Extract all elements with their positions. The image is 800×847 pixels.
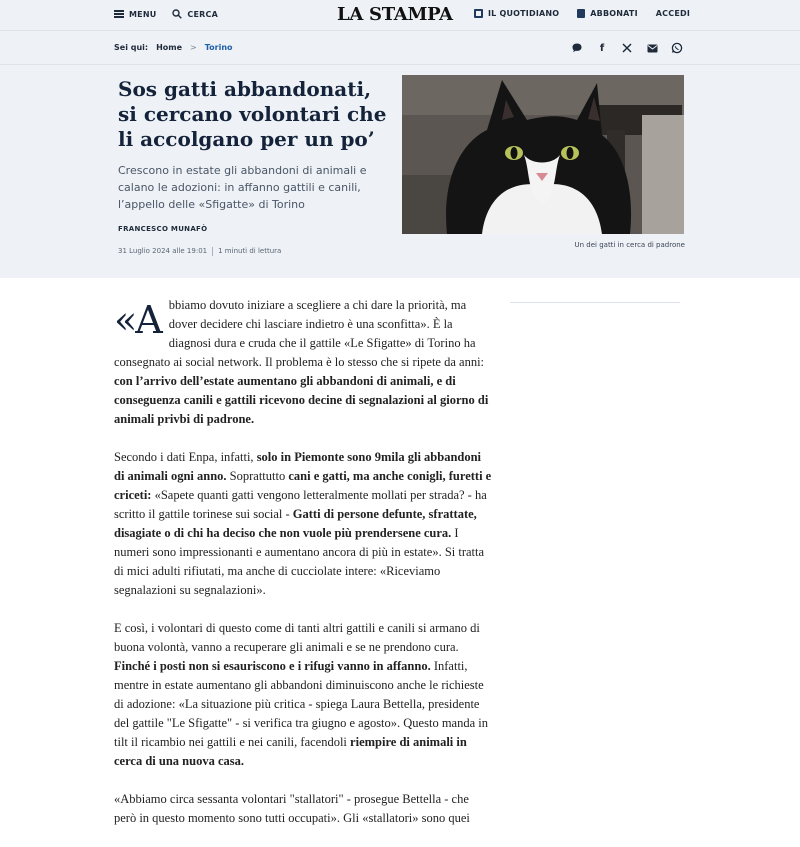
- menu-button[interactable]: [114, 10, 156, 19]
- article-subtitle: Crescono in estate gli abbandoni di animali e calano le adozioni: in affanno gattili e canili, l’appello delle «Sfigatte» di Torino: [118, 164, 367, 211]
- whatsapp-icon[interactable]: [670, 41, 684, 55]
- breadcrumb-bar: [0, 31, 800, 65]
- breadcrumb: [114, 43, 233, 52]
- subscribe-icon: [577, 9, 585, 18]
- breadcrumb-current-link[interactable]: Torino: [204, 43, 233, 52]
- paragraph-bold: con l’arrivo dell’estate aumentano gli abbandoni di animali, e di conseguenza canili e gattili ricevono decine di segnalazioni al giorno di animali privbi di padrone.: [114, 374, 489, 426]
- article-paragraph: [114, 296, 492, 429]
- reading-time: 1 minuti di lettura: [218, 247, 282, 255]
- paragraph-text: Infatti, mentre in estate aumentano gli abbandoni diminuiscono anche le richieste di adozione: «La situazione più critica - spiega Laura Bettella, presidente del gattile "Le Sfigatte" - si verifica tra giugno e agosto». Questo manda in tilt il ricambio nei gattili e nei canili, facendoli: [114, 659, 488, 749]
- search-button[interactable]: [172, 9, 218, 19]
- abbonati-label: ABBONATI: [590, 9, 638, 18]
- breadcrumb-home-link[interactable]: Home: [156, 43, 183, 52]
- x-icon[interactable]: [620, 41, 634, 55]
- article-paragraph: [114, 619, 492, 771]
- drop-cap: «A: [114, 298, 161, 342]
- header-left: [114, 9, 218, 19]
- search-label: CERCA: [187, 9, 218, 19]
- quotidiano-link[interactable]: [474, 9, 559, 18]
- photo-caption: Un dei gatti in cerca di padrone: [574, 241, 685, 249]
- accedi-label: ACCEDI: [655, 9, 690, 18]
- paragraph-text: Soprattutto: [226, 469, 289, 483]
- article-paragraph: [114, 448, 492, 600]
- mail-icon[interactable]: [645, 41, 659, 55]
- brand-logo[interactable]: LA STAMPA: [337, 4, 453, 25]
- paragraph-bold: Gatti di persone defunte, sfrattate, disagiate o di chi ha deciso che non vuole più prendersene cura.: [114, 507, 477, 540]
- hamburger-icon: [114, 10, 124, 18]
- comment-icon[interactable]: [570, 41, 584, 55]
- paragraph-text: E così, i volontari di questo come di tanti altri gattili e canili si armano di buona volontà, vanno a recuperare gli animali e se ne prendono cura.: [114, 621, 480, 654]
- paragraph-bold: Finché i posti non si esauriscono e i rifugi vanno in affanno.: [114, 659, 431, 673]
- paragraph-text: «Sapete quanti gatti vengono letteralmente mollati per strada? - ha scritto il gattile torinese sui social -: [114, 488, 487, 521]
- cat-image: [402, 75, 684, 234]
- sidebar-divider: [510, 302, 680, 303]
- article-author[interactable]: FRANCESCO MUNAFÒ: [118, 225, 208, 233]
- newspaper-icon: [474, 9, 483, 18]
- article-paragraph: «Abbiamo circa sessanta volontari "stallatori" - prosegue Bettella - che però in questo momento sono tutti occupati». Gli «stallatori» sono quei: [114, 792, 470, 825]
- article-body: [114, 296, 492, 847]
- abbonati-link[interactable]: [577, 9, 638, 18]
- article-meta: [118, 247, 281, 256]
- search-icon: [172, 9, 182, 19]
- cat-photo[interactable]: [402, 75, 684, 234]
- header-right: [474, 9, 690, 18]
- article-hero: [0, 65, 800, 278]
- paragraph-bold: cani e gatti, ma anche conigli, furetti e criceti:: [114, 469, 492, 502]
- article-title: Sos gatti abbandonati, si cercano volontari che li accolgano per un po’: [118, 77, 387, 151]
- paragraph-bold: riempire di animali in cerca di una nuova casa.: [114, 735, 467, 768]
- breadcrumb-label: Sei qui:: [114, 43, 149, 52]
- top-header: [0, 0, 800, 31]
- menu-label: MENU: [129, 9, 157, 19]
- paragraph-bold: solo in Piemonte sono 9mila gli abbandoni di animali ogni anno.: [114, 450, 482, 483]
- accedi-link[interactable]: [656, 9, 690, 18]
- quotidiano-label: IL QUOTIDIANO: [487, 9, 560, 18]
- share-buttons: [570, 41, 684, 55]
- paragraph-text: bbiamo dovuto iniziare a scegliere a chi dare la priorità, ma dover decidere chi lasciare indietro è una sconfitta». È la diagnosi dura e cruda che il gattile «Le Sfigatte» di Torino ha consegnato ai social network. Il problema è lo stesso che si ripete da anni:: [114, 298, 485, 369]
- breadcrumb-separator: >: [190, 43, 197, 52]
- facebook-icon[interactable]: f: [599, 42, 605, 54]
- paragraph-text: I numeri sono impressionanti e aumentano ancora di più in estate». Si tratta di mici adulti rifiutati, ma anche di cucciolate intere: «Riceviamo segnalazioni su segnalazioni».: [114, 526, 485, 597]
- article-date: 31 Luglio 2024 alle 19:01: [118, 247, 208, 255]
- meta-divider: [212, 247, 213, 256]
- paragraph-text: Secondo i dati Enpa, infatti,: [114, 450, 257, 464]
